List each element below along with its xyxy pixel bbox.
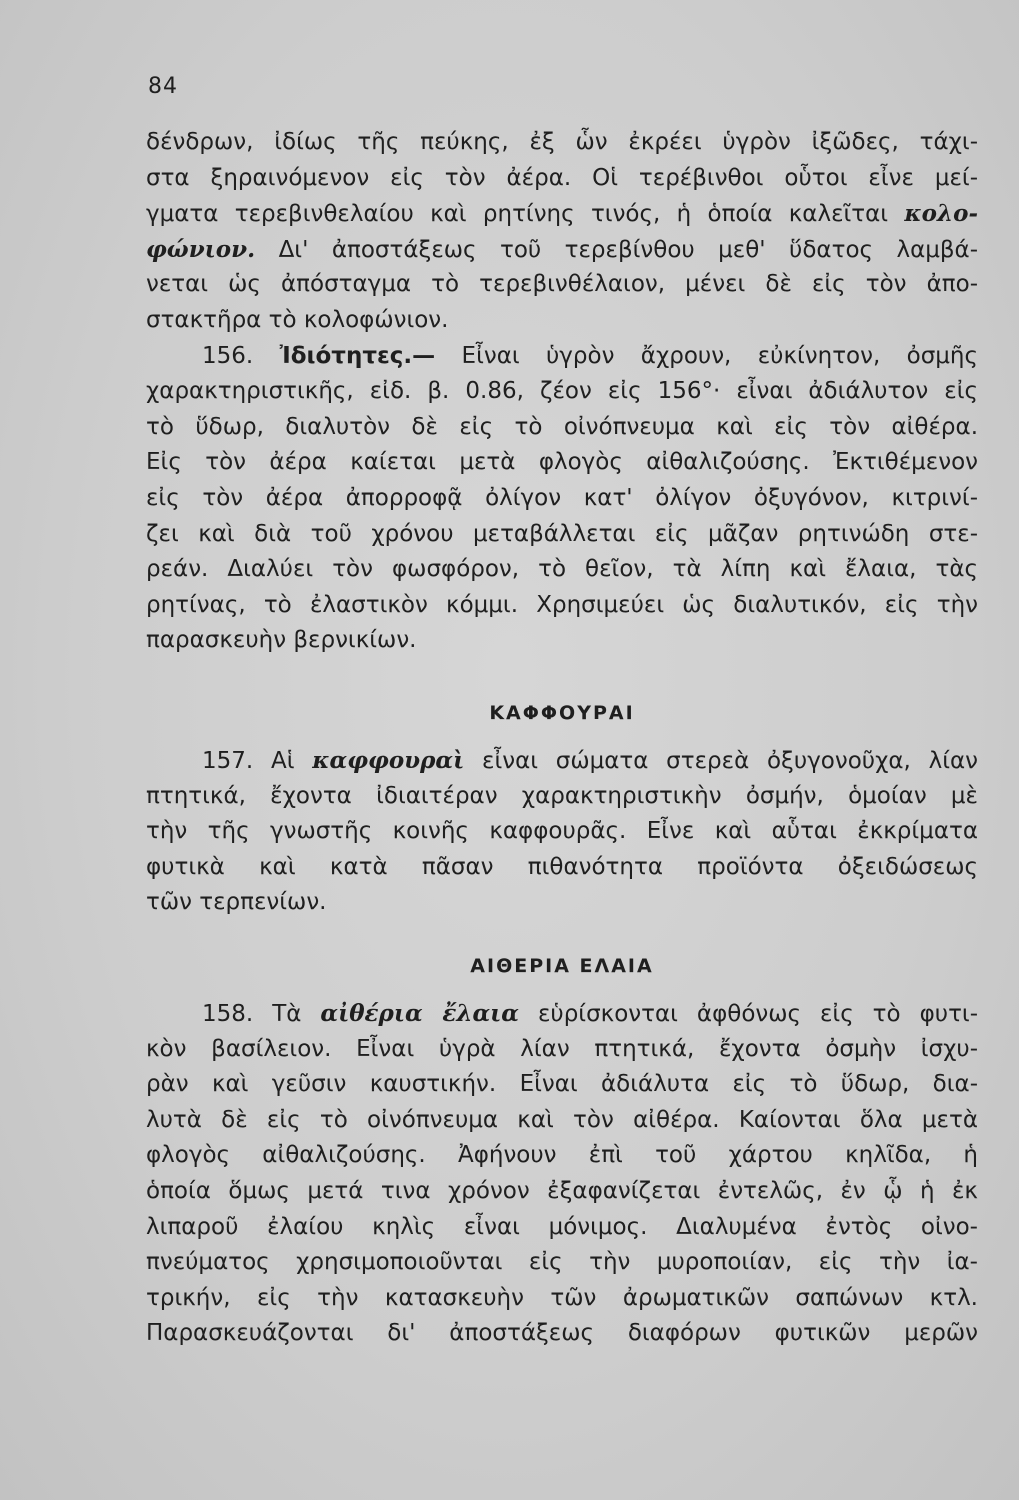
- section-heading-essential-oils: ΑΙΘΕΡΙΑ ΕΛΑΙΑ: [470, 955, 654, 977]
- text-line: ὁποία ὅμως μετά τινα χρόνον ἐξαφανίζεται ἐντελῶς, ἐν ᾧ ἡ ἐκ: [146, 1177, 978, 1204]
- text-segment: Εἶναι ὑγρὸν ἄχρουν, εὐκίνητον, ὀσμῆς: [461, 342, 978, 369]
- page-number: 84: [148, 74, 178, 99]
- text-line: τὸ ὕδωρ, διαλυτὸν δὲ εἰς τὸ οἰνόπνευμα καὶ εἰς τὸν αἰθέρα.: [146, 413, 978, 440]
- text-line: κὸν βασίλειον. Εἶναι ὑγρὰ λίαν πτητικά, ἔχοντα ὀσμὴν ἰσχυ-: [146, 1035, 978, 1062]
- text-line: νεται ὡς ἀπόσταγμα τὸ τερεβινθέλαιον, μένει δὲ εἰς τὸν ἀπο-: [146, 271, 978, 298]
- text-line: φυτικὰ καὶ κατὰ πᾶσαν πιθανότητα προϊόντα ὀξειδώσεως: [146, 853, 978, 880]
- section-number: 156.: [202, 342, 254, 369]
- text-line: πτητικά, ἔχοντα ἰδιαιτέραν χαρακτηριστικὴν ὀσμήν, ὁμοίαν μὲ: [146, 782, 978, 809]
- text-line: στα ξηραινόμενον εἰς τὸν ἀέρα. Οἱ τερέβινθοι οὗτοι εἶνε μεί-: [146, 164, 978, 191]
- section-156-line: [146, 339, 978, 375]
- text-line: στακτῆρα τὸ κολοφώνιον.: [146, 306, 449, 333]
- paragraph-camphors: [146, 743, 978, 921]
- text-line: [146, 232, 978, 268]
- term-essential-oils: αἰθέρια ἔλαια: [320, 1000, 519, 1027]
- text-segment: εὑρίσκονται ἀφθόνως εἰς τὸ φυτι-: [537, 1001, 978, 1027]
- text-segment: 157. Αἱ: [202, 748, 295, 774]
- text-line: ζει καὶ διὰ τοῦ χρόνου μεταβάλλεται εἰς μᾶζαν ρητινώδη στε-: [146, 520, 978, 547]
- text-segment: 158. Τὰ: [202, 1001, 302, 1027]
- paragraph-turpentine: [146, 125, 978, 659]
- text-line: ρὰν καὶ γεῦσιν καυστικήν. Εἶναι ἀδιάλυτα εἰς τὸ ὕδωρ, δια-: [146, 1071, 978, 1098]
- section-157-line: [146, 743, 978, 779]
- text-line: χαρακτηριστικῆς, εἰδ. β. 0.86, ζέον εἰς 156°· εἶναι ἀδιάλυτον εἰς: [146, 378, 978, 405]
- text-line: ρεάν. Διαλύει τὸν φωσφόρον, τὸ θεῖον, τὰ λίπη καὶ ἔλαια, τὰς: [146, 556, 978, 583]
- text-line: τρικήν, εἰς τὴν κατασκευὴν τῶν ἀρωματικῶν σαπώνων κτλ.: [146, 1284, 978, 1311]
- text-line: λιπαροῦ ἐλαίου κηλὶς εἶναι μόνιμος. Διαλυμένα ἐντὸς οἰνο-: [146, 1213, 978, 1240]
- text-segment: γματα τερεβινθελαίου καὶ ρητίνης τινός, ἡ ὁποία καλεῖται: [146, 201, 889, 228]
- text-line: δένδρων, ἰδίως τῆς πεύκης, ἐξ ὧν ἐκρέει ὑγρὸν ἰξῶδες, τάχι-: [146, 129, 978, 155]
- paragraph-essential-oils: [146, 996, 978, 1352]
- text-line: πνεύματος χρησιμοποιοῦνται εἰς τὴν μυροποιίαν, εἰς τὴν ἰα-: [146, 1249, 978, 1276]
- text-line: Παρασκευάζονται δι' ἀποστάξεως διαφόρων φυτικῶν μερῶν: [146, 1320, 978, 1347]
- section-title-properties: Ἰδιότητες.—: [279, 342, 436, 369]
- text-line: τῶν τερπενίων.: [146, 889, 327, 916]
- text-line: [146, 196, 978, 232]
- section-heading-camphors: ΚΑΦΦΟΥΡΑΙ: [489, 702, 635, 724]
- text-line: λυτὰ δὲ εἰς τὸ οἰνόπνευμα καὶ τὸν αἰθέρα. Καίονται ὅλα μετὰ: [146, 1106, 978, 1133]
- text-segment: Δι' ἀποστάξεως τοῦ τερεβίνθου μεθ' ὕδατος λαμβά-: [278, 236, 978, 263]
- text-line: εἰς τὸν ἀέρα ἀπορροφᾷ ὀλίγον κατ' ὀλίγον ὀξυγόνον, κιτρινί-: [146, 484, 978, 511]
- text-line: ρητίνας, τὸ ἐλαστικὸν κόμμι. Χρησιμεύει ὡς διαλυτικόν, εἰς τὴν: [146, 591, 978, 618]
- text-line: φλογὸς αἰθαλιζούσης. Ἀφήνουν ἐπὶ τοῦ χάρτου κηλῖδα, ἡ: [146, 1142, 978, 1169]
- term-camphors: καφφουραὶ: [312, 747, 465, 774]
- text-line: Εἰς τὸν ἀέρα καίεται μετὰ φλογὸς αἰθαλιζούσης. Ἐκτιθέμενον: [146, 449, 978, 476]
- section-158-line: [146, 996, 978, 1032]
- term-colophony-part2: φώνιον.: [146, 235, 256, 263]
- text-line: τὴν τῆς γνωστῆς κοινῆς καφφουρᾶς. Εἶνε καὶ αὗται ἐκκρίματα: [146, 818, 978, 845]
- text-segment: εἶναι σώματα στερεὰ ὀξυγονοῦχα, λίαν: [482, 748, 978, 774]
- term-colophony-part1: κολο-: [904, 200, 978, 228]
- text-line: παρασκευὴν βερνικίων.: [146, 627, 417, 654]
